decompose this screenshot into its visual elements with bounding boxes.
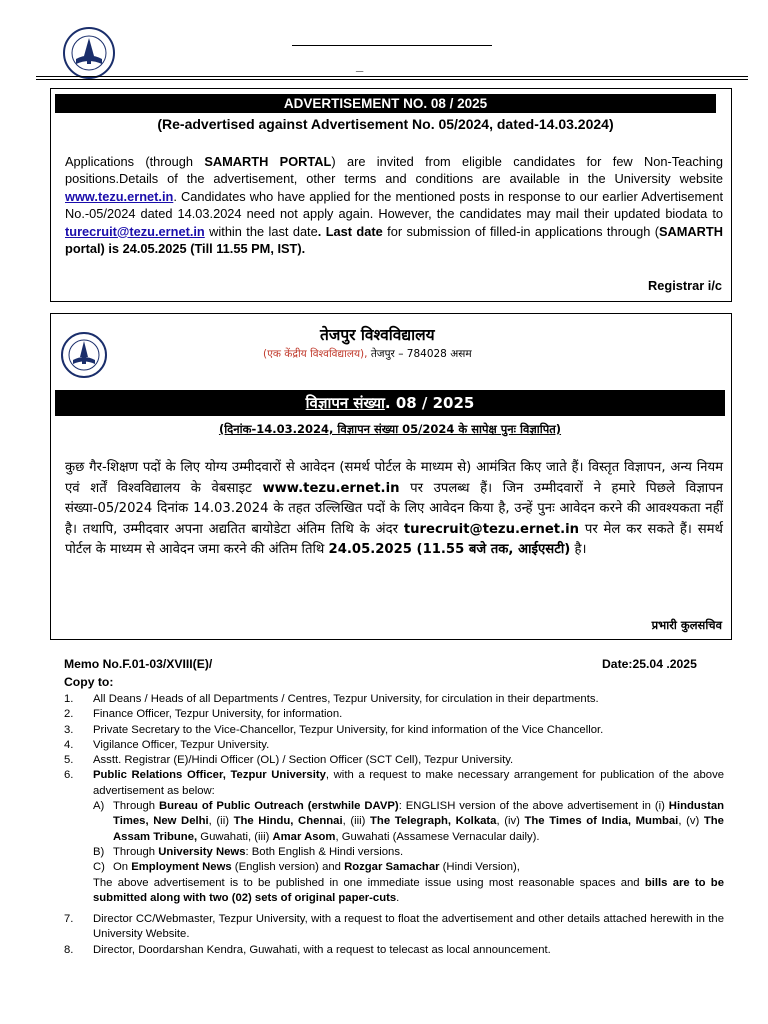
hindi-university-name: तेजपुर विश्वविद्यालय [320, 326, 435, 344]
header-double-rule [36, 76, 748, 80]
website-link[interactable]: www.tezu.ernet.in [65, 188, 174, 204]
hindi-adv-number-banner: विज्ञापन संख्या. 08 / 2025 [55, 390, 725, 416]
hindi-adv-subtitle: (दिनांक-14.03.2024, विज्ञापन संख्या 05/2024 के सापेक्ष पुनः विज्ञापित) [218, 422, 562, 436]
english-signature: Registrar i/c [648, 278, 722, 293]
english-adv-number-banner: ADVERTISEMENT NO. 08 / 2025 [55, 94, 716, 113]
sub-list-item-c: C) On Employment News (English version) and Rozgar Samachar (Hindi Version), [93, 861, 520, 874]
list-item: 8. Director, Doordarshan Kendra, Guwahati, with a request to telecast as local announcement. [64, 943, 551, 956]
list-item: 3. Private Secretary to the Vice-Chancellor, Tezpur University, for kind information of the Vice Chancellor. [64, 723, 604, 736]
copy-to-list [64, 692, 724, 958]
university-logo-hindi [60, 329, 108, 381]
copy-to-heading: Copy to: [64, 675, 114, 689]
memo-number: Memo No.F.01-03/XVIII(E)/ [64, 657, 213, 671]
sub-list-item-b: B) Through University News: Both English & Hindi versions. [93, 845, 404, 858]
university-logo-top [60, 26, 118, 80]
list-item: 1. All Deans / Heads of all Departments / Centres, Tezpur University, for circulation in their departments. [64, 693, 599, 705]
english-adv-subtitle: (Re-advertised against Advertisement No. 05/2024, dated-14.03.2024) [157, 116, 614, 132]
list-item: 6. Public Relations Officer, Tezpur University, with a request to make necessary arrangement for publication of the above advertisement as below: A) Through Bureau of Public Outreach (erstwhile DAVP): ENGLISH version of the above advertisement in (i) Hindustan Times, New Delhi, (ii) The Hindu, Chennai, (iii) The Telegraph, Kolkata, (iv) The Times of India, Mumbai, (v) The Assam Tribune, Guwahati, (iii) Amar Asom, Guwahati (Assamese Vernacular daily). B) Through University News: Both English & Hindi versions. C) On Employment News (English version) and Rozgar Samachar (Hindi Version), The above advertisement is to be published in one immediate issue using most reasonable spaces and bills are to be submitted along with two (02) sets of original paper-cuts. [64, 768, 724, 906]
top-dash: _ [356, 58, 364, 73]
email-link[interactable]: turecruit@tezu.ernet.in [65, 223, 205, 239]
hindi-adv-body: कुछ गैर-शिक्षण पदों के लिए योग्य उम्मीदवारों से आवेदन (समर्थ पोर्टल के माध्यम से) आमंत्रित किए जाते हैं। विस्तृत विज्ञापन, अन्य नियम एवं शर्तें विश्वविद्यालय के वेबसाइट www.tezu.ernet.in पर उपलब्ध हैं। जिन उम्मीदवारों ने हमारे पिछले विज्ञापन संख्या-05/2024 दिनांक 14.03.2024 के तहत उल्लिखित पदों के लिए आवेदन किया है, उन्हें पुनः आवेदन करने की आवश्यकता नहीं है। तथापि, उम्मीदवार अपना अद्यतित बायोडेटा अंतिम तिथि के अंदर turecruit@tezu.ernet.in पर मेल कर सकते हैं। समर्थ पोर्टल के माध्यम से आवेदन जमा करने की अंतिम तिथि 24.05.2025 (11.55 बजे तक, आईएसटी) है। [65, 460, 723, 557]
top-rule [292, 45, 492, 46]
list-item: 5. Asstt. Registrar (E)/Hindi Officer (OL) / Section Officer (SCT Cell), Tezpur University. [64, 754, 514, 767]
hindi-signature: प्रभारी कुलसचिव [651, 618, 722, 632]
english-adv-body: Applications (through SAMARTH PORTAL) are invited from eligible candidates for few Non-Teaching positions.Details of the advertisement, other terms and conditions are available in the University website www.tezu.ernet.in. Candidates who have applied for the mentioned posts in response to our earlier Advertisement No.-05/2024 dated 14.03.2024 need not apply again. However, the candidates may mail their updated biodata to turecruit@tezu.ernet.in within the last date. Last date for submission of filled-in applications through (SAMARTH portal) is 24.05.2025 (Till 11.55 PM, IST). [65, 154, 723, 257]
publication-note: The above advertisement is to be published in one immediate issue using most reasonable spaces and bills are to be submitted along with two (02) sets of original paper-cuts. [93, 876, 724, 904]
list-item: 7. Director CC/Webmaster, Tezpur University, with a request to float the advertisement and other details attached herewith in the University Website. [64, 913, 724, 941]
list-item: 2. Finance Officer, Tezpur University, for information. [64, 708, 343, 721]
sub-list-item-a: A) Through Bureau of Public Outreach (erstwhile DAVP): ENGLISH version of the above advertisement in (i) Hindustan Times, New Delhi, (ii) The Hindu, Chennai, (iii) The Telegraph, Kolkata, (iv) The Times of India, Mumbai, (v) The Assam Tribune, Guwahati, (iii) Amar Asom, Guwahati (Assamese Vernacular daily). [93, 800, 725, 843]
memo-date: Date:25.04 .2025 [602, 657, 697, 671]
hindi-university-subtitle: (एक केंद्रीय विश्वविद्यालय), तेजपुर – 784028 असम [263, 348, 472, 360]
list-item: 4. Vigilance Officer, Tezpur University. [64, 738, 270, 751]
